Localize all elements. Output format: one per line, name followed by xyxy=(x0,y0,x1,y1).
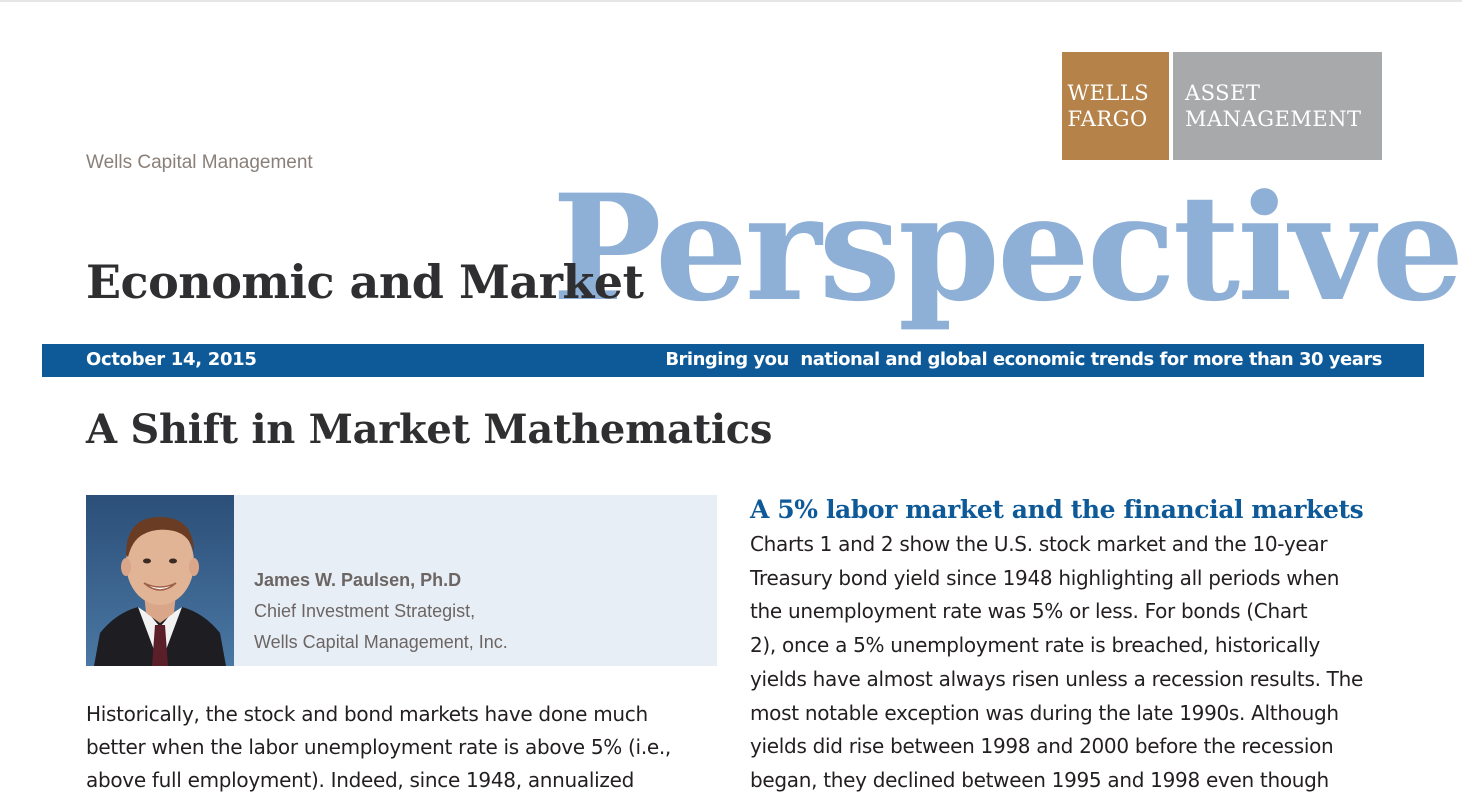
author-portrait-illustration xyxy=(86,495,234,666)
author-company: Wells Capital Management, Inc. xyxy=(254,632,508,652)
publication-date: October 14, 2015 xyxy=(86,349,257,370)
body-line: the unemployment rate was 5% or less. For bonds (Chart xyxy=(750,599,1308,624)
left-body-text xyxy=(86,698,706,797)
top-rule xyxy=(0,0,1462,2)
body-line: Historically, the stock and bond markets have done much xyxy=(86,702,648,726)
logo-asset-management-block xyxy=(1173,52,1382,160)
masthead-prefix: Economic and Market xyxy=(86,255,644,309)
logo-word: FARGO xyxy=(1067,107,1148,131)
author-details xyxy=(254,565,508,658)
wells-fargo-asset-management-logo xyxy=(1062,52,1382,160)
body-line: 2), once a 5% unemployment rate is breached, historically xyxy=(750,633,1320,658)
body-line: most notable exception was during the late 1990s. Although xyxy=(750,700,1339,725)
logo-word: WELLS xyxy=(1067,81,1150,105)
date-banner xyxy=(42,344,1424,377)
author-role: Chief Investment Strategist, xyxy=(254,601,476,621)
body-line: yields did rise between 1998 and 2000 before the recession xyxy=(750,734,1334,759)
logo-wells-fargo-block xyxy=(1062,52,1169,160)
company-name: Wells Capital Management xyxy=(86,152,313,173)
body-line: Treasury bond yield since 1948 highlighting all periods when xyxy=(750,565,1340,590)
logo-word: MANAGEMENT xyxy=(1185,107,1362,131)
author-photo xyxy=(86,495,234,666)
author-box xyxy=(86,495,717,666)
body-line: better when the labor unemployment rate is above 5% (i.e., xyxy=(86,735,671,759)
logo-word: ASSET xyxy=(1185,81,1261,105)
author-name: James W. Paulsen, Ph.D xyxy=(254,570,462,590)
section-heading: A 5% labor market and the financial markets xyxy=(750,495,1364,524)
body-line: Charts 1 and 2 show the U.S. stock market and the 10-year xyxy=(750,532,1328,556)
body-line: above full employment). Indeed, since 1948, annualized xyxy=(86,768,634,792)
masthead-perspective: Perspective xyxy=(552,163,1462,334)
body-line: yields have almost always risen unless a recession results. The xyxy=(750,666,1363,691)
right-body-text xyxy=(750,528,1390,798)
banner-tagline: Bringing you national and global economic trends for more than 30 years xyxy=(665,349,1382,370)
body-line: began, they declined between 1995 and 1998 even though xyxy=(750,767,1329,792)
article-title: A Shift in Market Mathematics xyxy=(86,406,773,453)
